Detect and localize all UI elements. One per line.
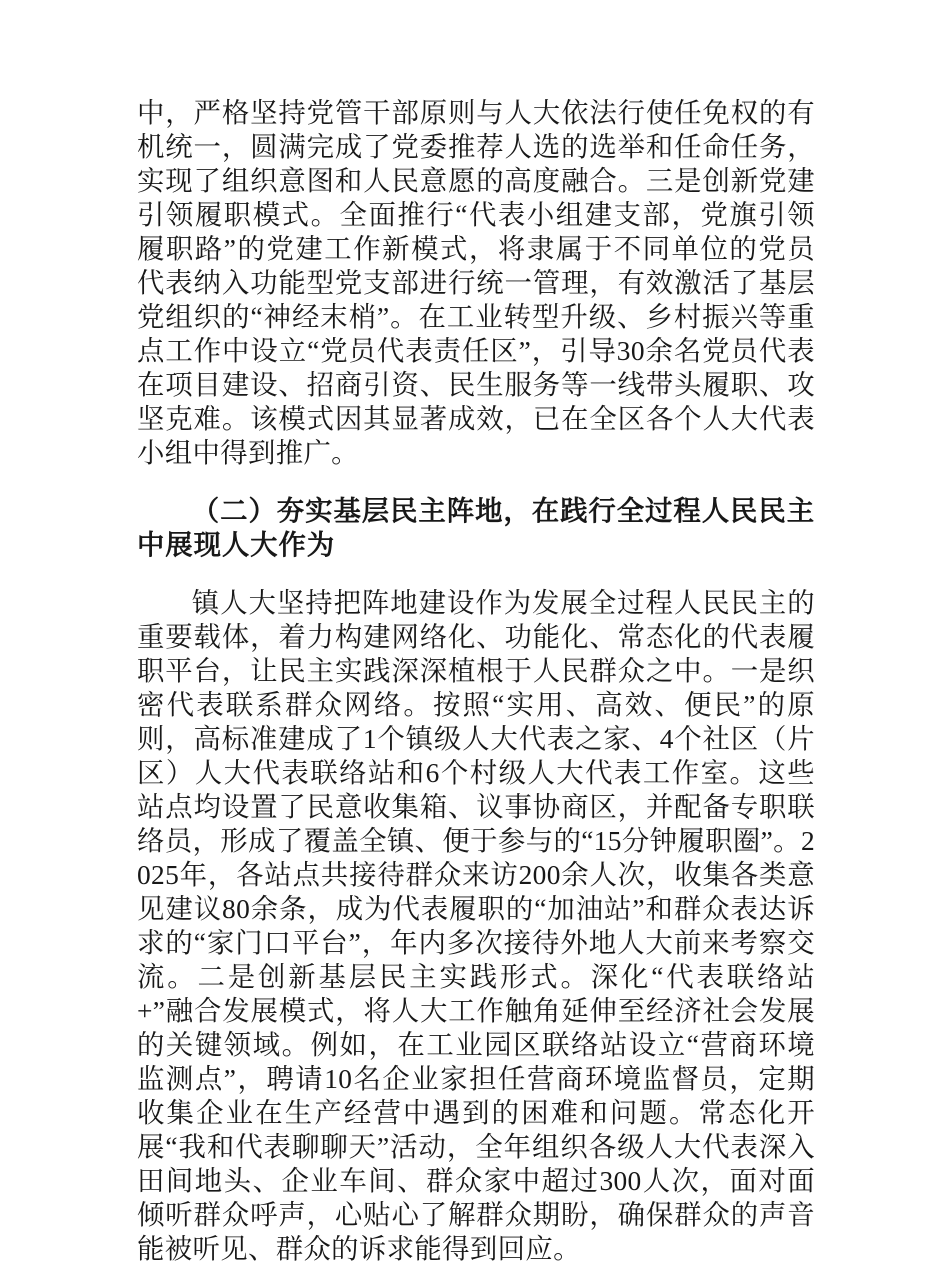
section-heading-two: （二）夯实基层民主阵地，在践行全过程人民民主中展现人大作为 [137,496,815,560]
paragraph-continued: 中，严格坚持党管干部原则与人大依法行使任免权的有机统一，圆满完成了党委推荐人选的选举和任命任务，实现了组织意图和人民意愿的高度融合。三是创新党建引领履职模式。全面推行“代表小组建支部，党旗引领履职路”的党建工作新模式，将隶属于不同单位的党员代表纳入功能型党支部进行统一管理，有效激活了基层党组织的“神经末梢”。在工业转型升级、乡村振兴等重点工作中设立“党员代表责任区”，引导30余名党员代表在项目建设、招商引资、民生服务等一线带头履职、攻坚克难。该模式因其显著成效，已在全区各个人大代表小组中得到推广。 [137,98,815,468]
paragraph-body: 镇人大坚持把阵地建设作为发展全过程人民民主的重要载体，着力构建网络化、功能化、常态化的代表履职平台，让民主实践深深植根于人民群众之中。一是织密代表联系群众网络。按照“实用、高效、便民”的原则，高标准建成了1个镇级人大代表之家、4个社区（片区）人大代表联络站和6个村级人大代表工作室。这些站点均设置了民意收集箱、议事协商区，并配备专职联络员，形成了覆盖全镇、便于参与的“15分钟履职圈”。2025年，各站点共接待群众来访200余人次，收集各类意见建议80余条，成为代表履职的“加油站”和群众表达诉求的“家门口平台”，年内多次接待外地人大前来考察交流。二是创新基层民主实践形式。深化“代表联络站+”融合发展模式，将人大工作触角延伸至经济社会发展的关键领域。例如，在工业园区联络站设立“营商环境监测点”，聘请10名企业家担任营商环境监督员，定期收集企业在生产经营中遇到的困难和问题。常态化开展“我和代表聊聊天”活动，全年组织各级人大代表深入田间地头、企业车间、群众家中超过300人次，面对面倾听群众呼声，心贴心了解群众期盼，确保群众的声音能被听见、群众的诉求能得到回应。 [137,588,815,1264]
heading-spacer-bottom [137,562,815,586]
document-text-column [137,96,815,1266]
heading-spacer-top [137,470,815,494]
